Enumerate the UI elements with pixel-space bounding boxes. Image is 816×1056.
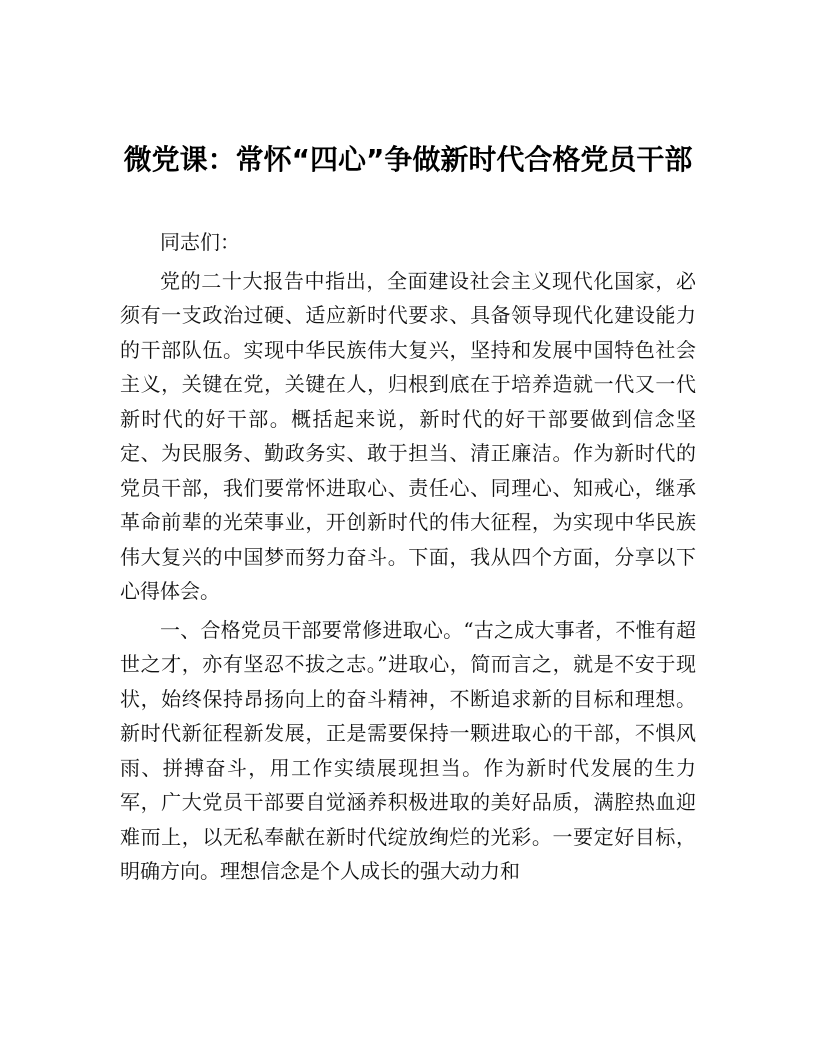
intro-paragraph: 党的二十大报告中指出，全面建设社会主义现代化国家，必须有一支政治过硬、适应新时代要求、具备领导现代化建设能力的干部队伍。实现中华民族伟大复兴，坚持和发展中国特色社会主义，关键在党，关键在人，归根到底在于培养造就一代又一代新时代的好干部。概括起来说，新时代的好干部要做到信念坚定、为民服务、勤政务实、敢于担当、清正廉洁。作为新时代的党员干部，我们要常怀进取心、责任心、同理心、知戒心，继承革命前辈的光荣事业，开创新时代的伟大征程，为实现中华民族伟大复兴的中国梦而努力奋斗。下面，我从四个方面，分享以下心得体会。 [120, 268, 696, 603]
section-one-paragraph: 一、合格党员干部要常修进取心。“古之成大事者，不惟有超世之才，亦有坚忍不拔之志。”进取心，简而言之，就是不安于现状，始终保持昂扬向上的奋斗精神，不断追求新的目标和理想。新时代新征程新发展，正是需要保持一颗进取心的干部，不惧风雨、拼搏奋斗，用工作实绩展现担当。作为新时代发展的生力军，广大党员干部要自觉涵养积极进取的美好品质，满腔热血迎难而上，以无私奉献在新时代绽放绚烂的光彩。一要定好目标，明确方向。理想信念是个人成长的强大动力和 [120, 617, 696, 883]
document-body [120, 225, 696, 893]
salutation-paragraph: 同志们： [160, 230, 240, 254]
document-title: 微党课：常怀“四心”争做新时代合格党员干部 [123, 143, 693, 176]
